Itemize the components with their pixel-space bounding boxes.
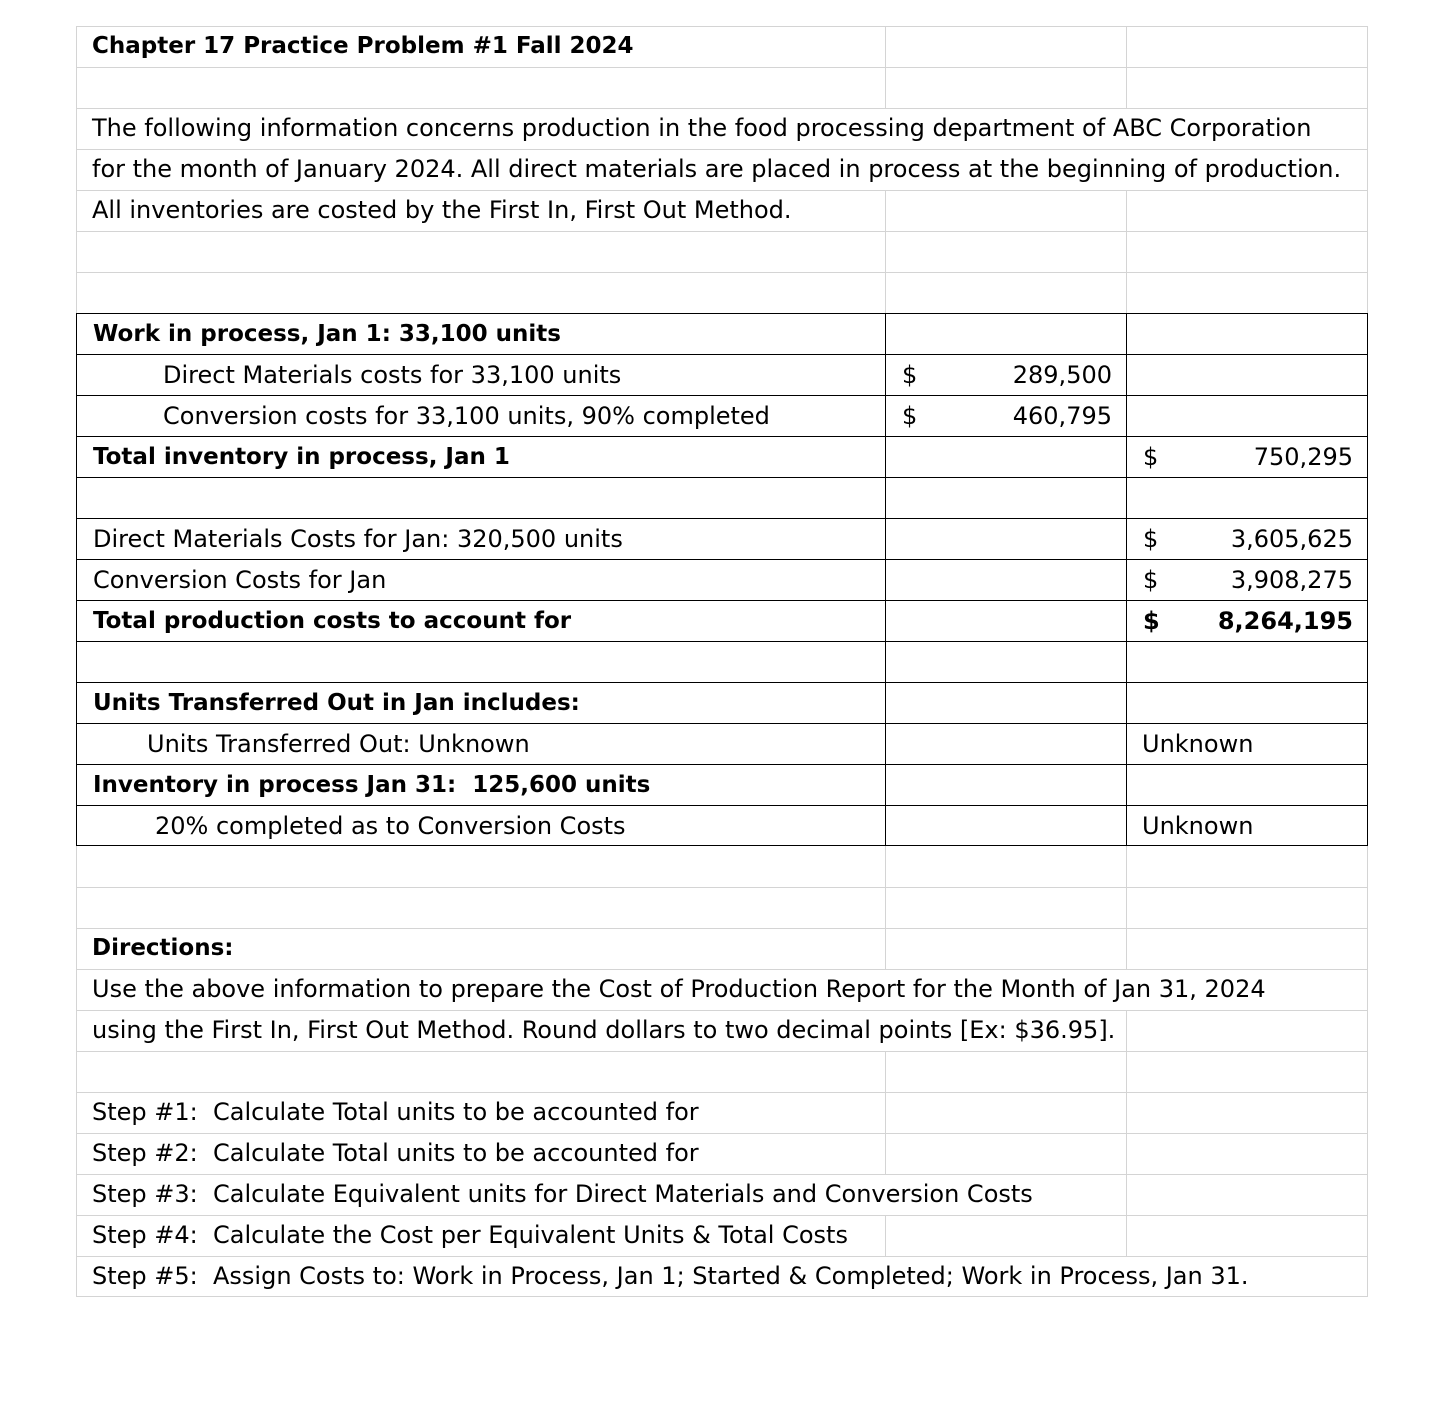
cell-amount[interactable] <box>886 395 1127 436</box>
cell-empty[interactable] <box>886 1133 1127 1174</box>
cell-empty[interactable] <box>76 231 886 272</box>
cell-label[interactable] <box>76 723 886 764</box>
step-3: Step #3: Calculate Equivalent units for Direct Materials and Conversion Costs <box>92 1180 1033 1208</box>
directions-row <box>76 969 1368 1010</box>
dm-jan-value: 3,605,625 <box>1230 525 1353 553</box>
cell-total[interactable] <box>1127 518 1368 559</box>
cell-total[interactable] <box>1127 559 1368 600</box>
cell-empty[interactable] <box>1127 272 1368 313</box>
cc-jan-value: 3,908,275 <box>1230 566 1353 594</box>
dm-value: 289,500 <box>1012 361 1112 389</box>
dollar-sign: $ <box>902 361 918 389</box>
table-row <box>76 518 1368 559</box>
cell-empty[interactable] <box>1127 1133 1368 1174</box>
cell-label[interactable] <box>76 395 886 436</box>
cc-jan-label: Conversion Costs for Jan <box>93 566 387 594</box>
empty-row <box>76 67 1368 108</box>
inventory-jan31-label: Inventory in process Jan 31: 125,600 units <box>93 772 651 798</box>
cell-amount[interactable] <box>886 600 1127 641</box>
cell-total[interactable] <box>1127 354 1368 395</box>
cell-empty[interactable] <box>886 272 1127 313</box>
units-out-value: Unknown <box>1142 730 1254 758</box>
units-out-label: Units Transferred Out: Unknown <box>147 730 530 758</box>
cell-empty[interactable] <box>886 1215 1127 1256</box>
cell-total[interactable] <box>1127 436 1368 477</box>
cell-empty[interactable] <box>1127 1010 1368 1051</box>
cell-empty[interactable] <box>1127 1174 1368 1215</box>
empty-row <box>76 887 1368 928</box>
cell-amount[interactable] <box>886 764 1127 805</box>
cell-amount[interactable] <box>886 559 1127 600</box>
cell-empty[interactable] <box>76 641 886 682</box>
cell-amount[interactable] <box>886 313 1127 354</box>
cell-empty[interactable] <box>1127 1215 1368 1256</box>
percent-complete-value: Unknown <box>1142 812 1254 840</box>
step-row <box>76 1215 1368 1256</box>
cell-empty[interactable] <box>886 231 1127 272</box>
cc-label: Conversion costs for 33,100 units, 90% completed <box>163 402 770 430</box>
cell-amount[interactable] <box>886 805 1127 846</box>
cell-label[interactable] <box>76 436 886 477</box>
dollar-sign: $ <box>1143 607 1160 635</box>
table-row <box>76 641 1368 682</box>
cell-b1[interactable] <box>886 26 1127 67</box>
step-4: Step #4: Calculate the Cost per Equivalent Units & Total Costs <box>92 1221 848 1249</box>
cell-empty[interactable] <box>1127 1051 1368 1092</box>
directions-row <box>76 928 1368 969</box>
cell-empty[interactable] <box>1127 1092 1368 1133</box>
cell-empty[interactable] <box>886 477 1127 518</box>
table-row <box>76 682 1368 723</box>
page-title: Chapter 17 Practice Problem #1 Fall 2024 <box>92 33 634 59</box>
cell-amount[interactable] <box>886 723 1127 764</box>
empty-row <box>76 846 1368 887</box>
step-5: Step #5: Assign Costs to: Work in Process, Jan 1; Started & Completed; Work in Process, Jan 31. <box>92 1262 1249 1290</box>
step-row <box>76 1256 1368 1297</box>
cell-label[interactable] <box>76 764 886 805</box>
cell-label[interactable] <box>76 682 886 723</box>
directions-row <box>76 1010 1368 1051</box>
cell-label[interactable] <box>76 518 886 559</box>
intro-row <box>76 108 1368 149</box>
table-row <box>76 395 1368 436</box>
dm-jan-label: Direct Materials Costs for Jan: 320,500 units <box>93 525 623 553</box>
dollar-sign: $ <box>1143 443 1159 471</box>
cell-total[interactable] <box>1127 395 1368 436</box>
directions-heading: Directions: <box>92 935 234 961</box>
cell-total[interactable] <box>1127 600 1368 641</box>
cell-total[interactable] <box>1127 723 1368 764</box>
intro-row <box>76 149 1368 190</box>
intro-line-1: The following information concerns production in the food processing department of ABC Corporation <box>92 114 1312 142</box>
percent-complete-label: 20% completed as to Conversion Costs <box>155 812 626 840</box>
table-row <box>76 313 1368 354</box>
cell-empty[interactable] <box>886 928 1127 969</box>
cell-total[interactable] <box>1127 682 1368 723</box>
directions-line-2: using the First In, First Out Method. Round dollars to two decimal points [Ex: $36.95]. <box>92 1016 1116 1044</box>
cell-c1[interactable] <box>1127 26 1368 67</box>
step-row <box>76 1133 1368 1174</box>
cell-amount[interactable] <box>886 354 1127 395</box>
cell-empty[interactable] <box>76 272 886 313</box>
table-row <box>76 354 1368 395</box>
intro-line-2: for the month of January 2024. All direct materials are placed in process at the beginning of production. <box>92 155 1342 183</box>
cell-empty[interactable] <box>76 887 886 928</box>
cell-amount[interactable] <box>886 436 1127 477</box>
title-row <box>76 26 1368 67</box>
units-out-header: Units Transferred Out in Jan includes: <box>93 690 580 716</box>
table-row <box>76 600 1368 641</box>
total-production-value: 8,264,195 <box>1217 607 1353 635</box>
cell-amount[interactable] <box>886 682 1127 723</box>
cell-empty[interactable] <box>76 846 886 887</box>
cc-value: 460,795 <box>1012 402 1112 430</box>
spreadsheet <box>76 26 1368 1297</box>
cell-amount[interactable] <box>886 518 1127 559</box>
step-row <box>76 1092 1368 1133</box>
cell-label[interactable] <box>76 805 886 846</box>
table-row <box>76 723 1368 764</box>
cell-empty[interactable] <box>886 67 1127 108</box>
cell-label[interactable] <box>76 600 886 641</box>
cell-label[interactable] <box>76 354 886 395</box>
cell-empty[interactable] <box>1127 887 1368 928</box>
cell-label[interactable] <box>76 559 886 600</box>
dollar-sign: $ <box>1143 566 1159 594</box>
cell-label[interactable] <box>76 313 886 354</box>
step-row <box>76 1174 1368 1215</box>
cell-total[interactable] <box>1127 764 1368 805</box>
cell-empty[interactable] <box>1127 477 1368 518</box>
table-row <box>76 559 1368 600</box>
cell-empty[interactable] <box>1127 67 1368 108</box>
cell-empty[interactable] <box>886 846 1127 887</box>
empty-row <box>76 1051 1368 1092</box>
table-row <box>76 805 1368 846</box>
empty-row <box>76 272 1368 313</box>
step-2: Step #2: Calculate Total units to be accounted for <box>92 1139 699 1167</box>
cell-empty[interactable] <box>886 190 1127 231</box>
dollar-sign: $ <box>902 402 918 430</box>
table-row <box>76 764 1368 805</box>
total-inventory-label: Total inventory in process, Jan 1 <box>93 444 510 470</box>
intro-line-3: All inventories are costed by the First In, First Out Method. <box>92 196 792 224</box>
table-row <box>76 436 1368 477</box>
total-inventory-value: 750,295 <box>1253 443 1353 471</box>
total-production-label: Total production costs to account for <box>93 608 572 634</box>
cell-empty[interactable] <box>886 641 1127 682</box>
intro-row <box>76 190 1368 231</box>
cell-empty[interactable] <box>76 477 886 518</box>
cell-empty[interactable] <box>886 1051 1127 1092</box>
cell-empty[interactable] <box>76 67 886 108</box>
cell-total[interactable] <box>1127 313 1368 354</box>
wip-header: Work in process, Jan 1: 33,100 units <box>93 321 561 347</box>
dollar-sign: $ <box>1143 525 1159 553</box>
cell-empty[interactable] <box>886 887 1127 928</box>
cell-empty[interactable] <box>1127 928 1368 969</box>
table-row <box>76 477 1368 518</box>
step-1: Step #1: Calculate Total units to be accounted for <box>92 1098 699 1126</box>
cell-empty[interactable] <box>886 1092 1127 1133</box>
dm-label: Direct Materials costs for 33,100 units <box>163 361 622 389</box>
cell-empty[interactable] <box>1127 190 1368 231</box>
directions-line-1: Use the above information to prepare the Cost of Production Report for the Month of Jan 31, 2024 <box>92 975 1266 1003</box>
cell-empty[interactable] <box>1127 641 1368 682</box>
empty-row <box>76 231 1368 272</box>
cell-empty[interactable] <box>76 1051 886 1092</box>
cell-empty[interactable] <box>1127 846 1368 887</box>
cell-total[interactable] <box>1127 805 1368 846</box>
cell-empty[interactable] <box>1127 231 1368 272</box>
